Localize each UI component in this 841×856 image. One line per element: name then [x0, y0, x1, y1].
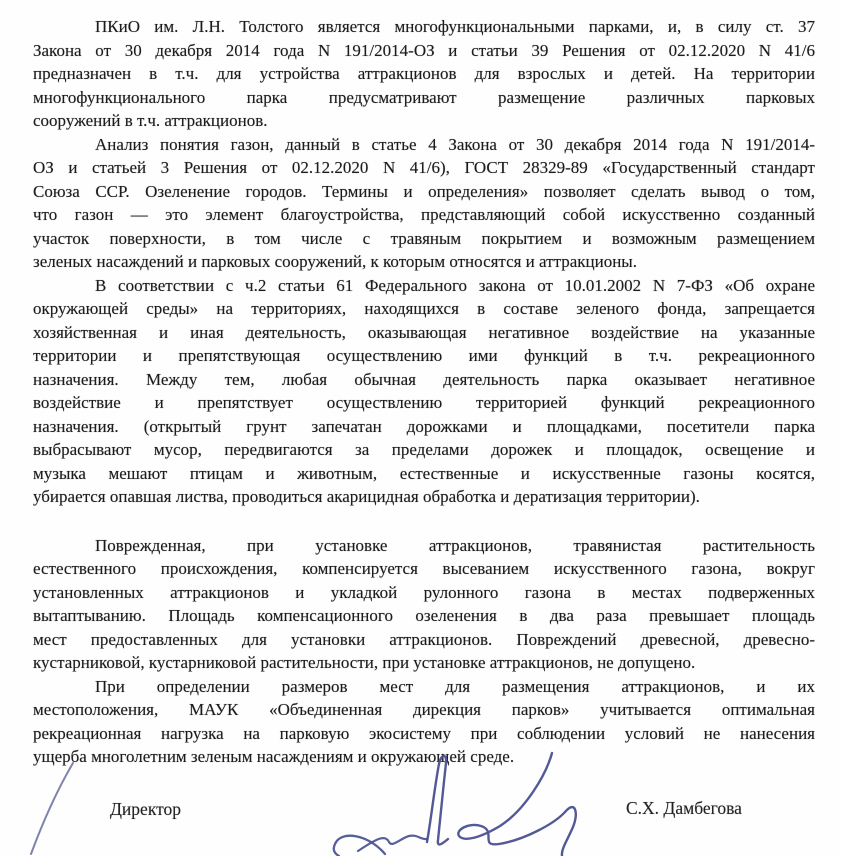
pen-slash-mark	[27, 759, 79, 856]
text-line: Поврежденная, при установке аттракционов, травянистая растительность	[95, 535, 815, 555]
text-line: рекреационная нагрузка на парковую экосистему при соблюдении условий не нанесения	[33, 723, 815, 743]
text-line: ОЗ и статьей 3 Решения от 02.12.2020 N 41/6), ГОСТ 28329-89 «Государственный стандарт	[33, 158, 815, 177]
text-line: окружающей среды» на территориях, находящихся в составе зеленого фонда, запрещается	[33, 299, 815, 318]
text-line: зеленых насаждений и парковых сооружений, к которым относятся и аттракционы.	[33, 252, 637, 271]
paragraph	[33, 133, 815, 274]
signer-name: С.Х. Дамбегова	[626, 798, 742, 818]
text-line: хозяйственная и иная деятельность, оказывающая негативное воздействие на указанные	[33, 322, 815, 342]
text-line: ущерба многолетним зеленым насаждениям и окружающей среде.	[33, 747, 515, 766]
text-line: что газон — это элемент благоустройства, представляющий собой искусственно созданный	[33, 205, 815, 224]
text-line: мест предоставленных для установки аттракционов. Повреждений древесной, древесно-	[33, 629, 815, 649]
text-line: сооружений в т.ч. аттракционов.	[33, 111, 268, 130]
text-line: назначения. (открытый грунт запечатан дорожками и площадками, посетители парка	[33, 416, 815, 436]
text-line: Союза ССР. Озеленение городов. Термины и определения» позволяет сделать вывод о том,	[33, 181, 815, 201]
text-line: установленных аттракционов и укладкой рулонного газона в местах подверженных	[33, 582, 815, 602]
text-line: местоположения, МАУК «Объединенная дирекция парков» учитывается оптимальная	[33, 700, 815, 719]
text-line: естественного происхождения, компенсируется высеванием искусственного газона, вокруг	[33, 559, 815, 578]
text-line: участок поверхности, в том числе с травяным покрытием и возможным размещением	[33, 228, 815, 248]
text-line: территории и препятствующая осуществлению ими функций в т.ч. рекреационного	[33, 346, 815, 365]
text-line: При определении размеров мест для размещения аттракционов, и их	[95, 676, 815, 696]
handwritten-signature	[328, 750, 596, 856]
paragraph	[33, 15, 815, 133]
text-line: ПКиО им. Л.Н. Толстого является многофункциональными парками, и, в силу ст. 37	[95, 17, 815, 36]
text-line: музыка мешают птицам и животным, естественные и искусственные газоны косятся,	[33, 463, 815, 483]
text-line: Закона от 30 декабря 2014 года N 191/2014-ОЗ и статьи 39 Решения от 02.12.2020 N 41/6	[33, 40, 815, 60]
text-line: предназначен в т.ч. для устройства аттракционов для взрослых и детей. На территории	[33, 64, 815, 83]
text-line: назначения. Между тем, любая обычная деятельность парка оказывает негативное	[33, 369, 815, 389]
paragraph	[33, 274, 815, 509]
text-line: В соответствии с ч.2 статьи 61 Федерального закона от 10.01.2002 N 7-ФЗ «Об охране	[95, 275, 815, 295]
text-line: убирается опавшая листва, проводиться акарицидная обработка и дератизация территории).	[33, 487, 700, 506]
director-role-label: Директор	[110, 799, 182, 819]
text-line: вытаптыванию. Площадь компенсационного озеленения в два раза превышает площадь	[33, 606, 815, 625]
text-line: воздействие и препятствует осуществлению территорией функций рекреационного	[33, 393, 815, 412]
document-body-text	[33, 15, 815, 769]
text-line: выбрасывают мусор, передвигаются за пределами дорожек и площадок, освещение и	[33, 440, 815, 459]
text-line: кустарниковой, кустарниковой растительности, при установке аттракционов, не допущено.	[33, 653, 696, 672]
text-line: Анализ понятия газон, данный в статье 4 Закона от 30 декабря 2014 года N 191/2014-	[95, 134, 815, 154]
paragraph	[33, 534, 815, 675]
text-line: многофункционального парка предусматривают размещение различных парковых	[33, 87, 815, 107]
